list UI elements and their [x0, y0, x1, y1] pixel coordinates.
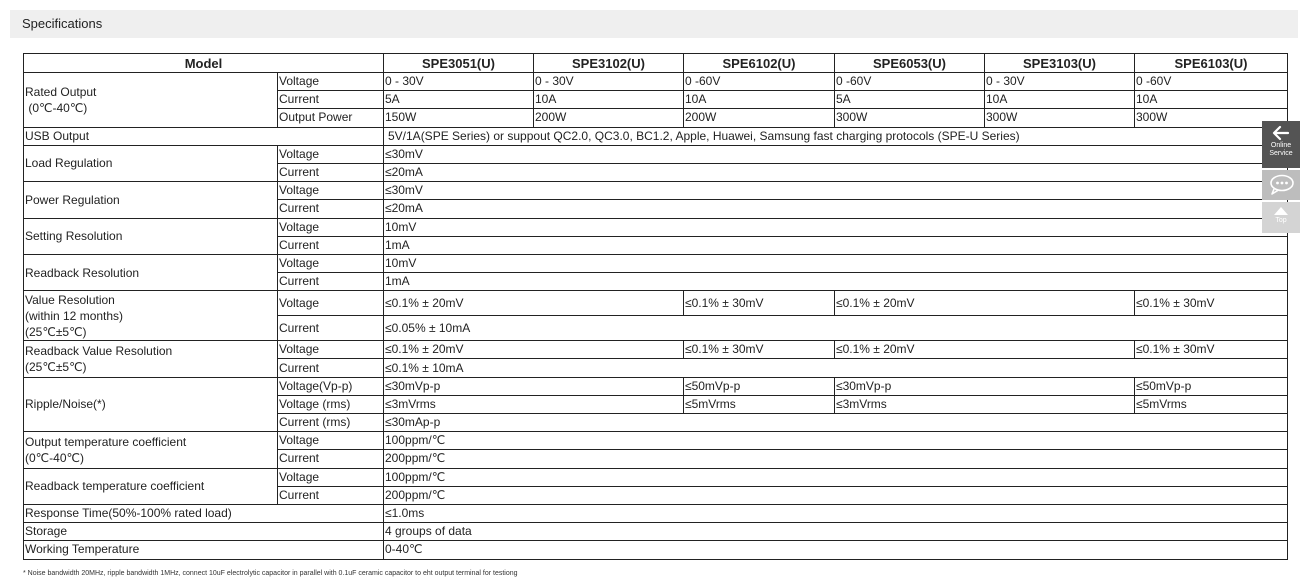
- sub-label: Voltage: [278, 218, 384, 236]
- sub-label: Voltage: [278, 341, 384, 359]
- table-row: [24, 504, 1288, 522]
- power-regulation-label: Power Regulation: [24, 182, 278, 218]
- table-cell: ≤5mVrms: [1135, 395, 1288, 413]
- table-cell: ≤30mVp-p: [384, 377, 684, 395]
- back-to-top-button[interactable]: [1262, 202, 1300, 233]
- table-cell: 10A: [985, 91, 1135, 109]
- model-header-cell: SPE6053(U): [835, 54, 985, 73]
- table-cell: 150W: [384, 109, 534, 127]
- table-cell: ≤0.05% ± 10mA: [384, 316, 1288, 341]
- setting-resolution-label: Setting Resolution: [24, 218, 278, 254]
- sub-label: Voltage: [278, 145, 384, 163]
- table-cell: ≤50mVp-p: [1135, 377, 1288, 395]
- table-cell: ≤5mVrms: [684, 395, 835, 413]
- table-cell: 10A: [684, 91, 835, 109]
- table-cell: ≤1.0ms: [384, 504, 1288, 522]
- readback-value-resolution-title: Readback Value Resolution: [25, 343, 173, 358]
- specifications-header: [10, 10, 1298, 38]
- table-cell: ≤30mV: [384, 182, 1288, 200]
- table-cell: 1mA: [384, 236, 1288, 254]
- table-row: [24, 145, 1288, 163]
- rated-output-title: Rated Output: [25, 84, 97, 99]
- side-floating-widget: [1262, 121, 1300, 233]
- table-cell: ≤0.1% ± 10mA: [384, 359, 1288, 377]
- sub-label: Current: [278, 273, 384, 291]
- table-cell: 5A: [384, 91, 534, 109]
- table-cell: 0 -60V: [684, 73, 835, 91]
- table-row: [24, 468, 1288, 486]
- table-row: [24, 541, 1288, 559]
- sub-label: Current: [278, 359, 384, 377]
- value-resolution-temp: (25℃±5℃): [25, 324, 87, 339]
- table-cell: 100ppm/℃: [384, 468, 1288, 486]
- table-cell: 200W: [534, 109, 684, 127]
- table-cell: 300W: [985, 109, 1135, 127]
- sub-label: Current: [278, 163, 384, 181]
- table-cell: ≤0.1% ± 20mV: [835, 341, 1135, 359]
- noise-footnote: * Noise bandwidth 20MHz, ripple bandwidth 1MHz, connect 10uF electrolytic capacitor in parallel with 0.1uF ceramic capacitor to eht output terminal for testiong: [23, 570, 518, 577]
- model-header-cell: SPE3103(U): [985, 54, 1135, 73]
- section-title: Specifications: [22, 16, 103, 31]
- table-cell: ≤20mA: [384, 200, 1288, 218]
- table-cell: ≤0.1% ± 30mV: [684, 341, 835, 359]
- table-cell: 200W: [684, 109, 835, 127]
- table-cell: 0-40℃: [384, 541, 1288, 559]
- table-cell: 4 groups of data: [384, 523, 1288, 541]
- table-cell: ≤50mVp-p: [684, 377, 835, 395]
- sub-label: Voltage: [278, 468, 384, 486]
- readback-value-resolution-temp: (25℃±5℃): [25, 359, 87, 374]
- table-cell: 10mV: [384, 218, 1288, 236]
- table-row: [24, 341, 1288, 359]
- table-row: [24, 73, 1288, 91]
- table-cell: ≤0.1% ± 20mV: [384, 341, 684, 359]
- table-cell: ≤0.1% ± 30mV: [1135, 291, 1288, 316]
- table-cell: ≤30mAp-p: [384, 414, 1288, 432]
- model-header-cell: SPE6103(U): [1135, 54, 1288, 73]
- table-cell: 0 -60V: [835, 73, 985, 91]
- readback-value-resolution-label: [24, 341, 278, 377]
- table-cell: 10A: [534, 91, 684, 109]
- table-cell: 300W: [1135, 109, 1288, 127]
- sub-label: Voltage(Vp-p): [278, 377, 384, 395]
- usb-output-label: USB Output: [24, 127, 384, 145]
- sub-label: Voltage: [278, 291, 384, 316]
- table-cell: 200ppm/℃: [384, 450, 1288, 468]
- online-service-label-2: Service: [1269, 150, 1293, 157]
- value-resolution-label: [24, 291, 278, 341]
- table-cell: 0 - 30V: [534, 73, 684, 91]
- table-cell: 0 - 30V: [985, 73, 1135, 91]
- specifications-table: [23, 53, 1288, 560]
- table-cell: ≤30mVp-p: [835, 377, 1135, 395]
- sub-label: Current: [278, 486, 384, 504]
- table-cell: 200ppm/℃: [384, 486, 1288, 504]
- top-label: Top: [1275, 217, 1287, 224]
- output-temp-coef-range: (0℃-40℃): [25, 450, 84, 465]
- table-row: [24, 218, 1288, 236]
- readback-resolution-label: Readback Resolution: [24, 254, 278, 290]
- chat-button[interactable]: [1262, 170, 1300, 200]
- sub-label: Current (rms): [278, 414, 384, 432]
- table-row: [24, 254, 1288, 272]
- readback-temp-coef-label: Readback temperature coefficient: [24, 468, 278, 504]
- table-cell: ≤3mVrms: [835, 395, 1135, 413]
- arrow-left-icon: [1272, 125, 1290, 141]
- sub-label: Voltage: [278, 432, 384, 450]
- value-resolution-title: Value Resolution: [25, 292, 115, 307]
- model-header-cell: SPE3102(U): [534, 54, 684, 73]
- table-cell: ≤0.1% ± 30mV: [684, 291, 835, 316]
- table-row: [24, 182, 1288, 200]
- triangle-up-icon: [1274, 207, 1288, 215]
- table-cell: ≤30mV: [384, 145, 1288, 163]
- table-cell: ≤0.1% ± 20mV: [384, 291, 684, 316]
- table-row: [24, 291, 1288, 316]
- table-cell: 0 -60V: [1135, 73, 1288, 91]
- value-resolution-period: (within 12 months): [25, 308, 124, 323]
- rated-output-range: (0℃-40℃): [28, 100, 88, 115]
- table-cell: 0 - 30V: [384, 73, 534, 91]
- table-cell: ≤20mA: [384, 163, 1288, 181]
- sub-label: Voltage: [278, 73, 384, 91]
- output-temp-coef-title: Output temperature coefficient: [25, 434, 187, 449]
- model-header-cell: SPE3051(U): [384, 54, 534, 73]
- output-temp-coef-label: [24, 432, 278, 468]
- chat-bubble-icon: [1267, 174, 1295, 196]
- online-service-button[interactable]: [1262, 121, 1300, 168]
- table-row: [24, 523, 1288, 541]
- table-cell: ≤3mVrms: [384, 395, 684, 413]
- working-temperature-label: Working Temperature: [24, 541, 384, 559]
- table-row: [24, 377, 1288, 395]
- table-row: [24, 432, 1288, 450]
- online-service-label-1: Online: [1270, 142, 1292, 149]
- table-cell: 10mV: [384, 254, 1288, 272]
- rated-output-label: [24, 73, 278, 128]
- sub-label: Voltage (rms): [278, 395, 384, 413]
- sub-label: Current: [278, 450, 384, 468]
- table-cell: 100ppm/℃: [384, 432, 1288, 450]
- table-cell: ≤0.1% ± 20mV: [835, 291, 1135, 316]
- sub-label: Voltage: [278, 182, 384, 200]
- table-cell: 10A: [1135, 91, 1288, 109]
- load-regulation-label: Load Regulation: [24, 145, 278, 181]
- table-cell: 5A: [835, 91, 985, 109]
- sub-label: Current: [278, 91, 384, 109]
- sub-label: Current: [278, 236, 384, 254]
- table-header-row: [24, 54, 1288, 73]
- table-cell: ≤0.1% ± 30mV: [1135, 341, 1288, 359]
- sub-label: Output Power: [278, 109, 384, 127]
- storage-label: Storage: [24, 523, 384, 541]
- table-cell: 300W: [835, 109, 985, 127]
- response-time-label: Response Time(50%-100% rated load): [24, 504, 384, 522]
- sub-label: Current: [278, 316, 384, 341]
- table-cell: 1mA: [384, 273, 1288, 291]
- sub-label: Voltage: [278, 254, 384, 272]
- model-header: Model: [24, 54, 384, 73]
- sub-label: Current: [278, 200, 384, 218]
- usb-output-value: 5V/1A(SPE Series) or suppout QC2.0, QC3.0, BC1.2, Apple, Huawei, Samsung fast charging protocols (SPE-U Series): [384, 127, 1288, 145]
- ripple-noise-label: Ripple/Noise(*): [24, 377, 278, 432]
- table-row: [24, 127, 1288, 145]
- model-header-cell: SPE6102(U): [684, 54, 835, 73]
